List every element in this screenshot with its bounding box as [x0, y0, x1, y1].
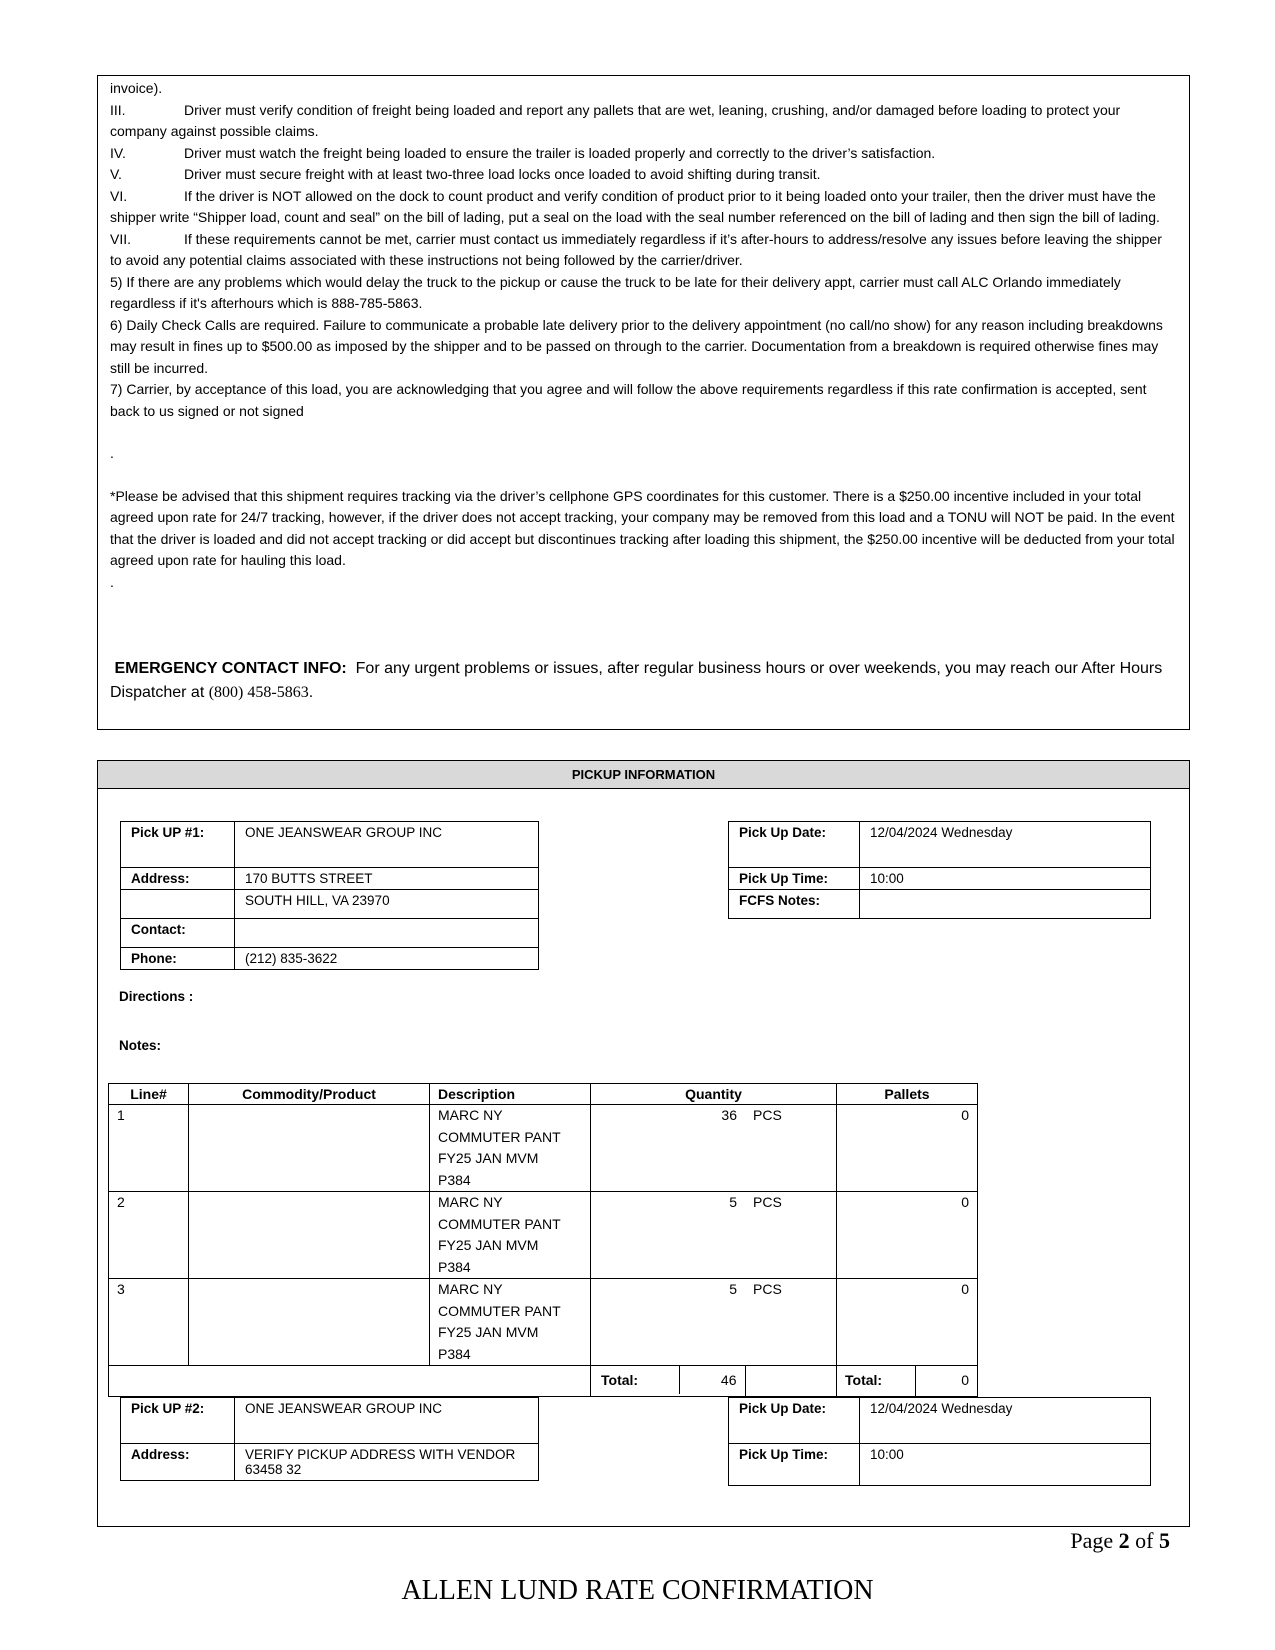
total-unit-cell: [745, 1366, 837, 1397]
pickup-time-value: 10:00: [860, 1444, 1151, 1486]
terms-item-7: 7) Carrier, by acceptance of this load, you are acknowledging that you agree and will follow the above requirements regardless if this rate confirmation is accepted, sent back to us signed or not signed: [110, 381, 1147, 419]
desc-line: P384: [438, 1345, 471, 1362]
cell-unit: PCS: [745, 1105, 837, 1192]
desc-line: P384: [438, 1258, 471, 1275]
terms-line-invoice: invoice).: [110, 80, 163, 96]
terms-item-vi: [110, 186, 1177, 229]
pickup-2-value: ONE JEANSWEAR GROUP INC: [235, 1398, 539, 1444]
cell-unit: PCS: [745, 1192, 837, 1279]
pickup-date-value: 12/04/2024 Wednesday: [860, 822, 1151, 868]
tracking-notice: *Please be advised that this shipment requires tracking via the driver’s cellphone GPS coordinates for this customer. There is a $250.00 incentive included in your total agreed upon rate for 24/7 tracking, however, if the driver does not accept tracking, your company may be removed from this load and a TONU will NOT be paid. In the event that the driver is loaded and did not accept tracking or did accept but discontinues tracking after loading this shipment, the $250.00 incentive will be deducted from your total agreed upon rate for hauling this load.: [110, 487, 1175, 568]
address-value: [235, 1444, 539, 1481]
contact-value: [235, 919, 539, 948]
terms-item-vii: [110, 229, 1177, 272]
cell-pallets: 0: [837, 1192, 978, 1279]
roman-numeral: III.: [110, 101, 126, 118]
desc-line: FY25 JAN MVM: [438, 1237, 539, 1253]
terms-section: [97, 75, 1190, 730]
col-quantity: Quantity: [591, 1084, 837, 1105]
cell-description: [430, 1192, 591, 1279]
pickup-2-table: [120, 1397, 539, 1481]
pallets-total: 0: [915, 1366, 977, 1397]
notes-label: Notes:: [119, 1038, 162, 1053]
terms-item-5: 5) If there are any problems which would delay the truck to the pickup or cause the truck to be late for their delivery appt, carrier must call ALC Orlando immediately regardless if it's afterhours which is 888-785-5863.: [110, 273, 1121, 311]
terms-item-iv: [110, 143, 1177, 165]
col-description: Description: [430, 1084, 591, 1105]
document-title: ALLEN LUND RATE CONFIRMATION: [401, 1575, 874, 1606]
page-number: [1070, 1528, 1170, 1554]
page-total: 5: [1159, 1528, 1170, 1553]
table-row: [109, 1192, 978, 1279]
terms-text: If these requirements cannot be met, carrier must contact us immediately regardless if it’s after-hours to address/resolve any issues before leaving the shipper to avoid any potential claims associated with these instructions not being followed by the carrier/driver.: [110, 230, 1162, 268]
cell-qty: 5: [591, 1279, 746, 1366]
total-qty-cell: [591, 1366, 746, 1397]
desc-line: P384: [438, 1171, 471, 1188]
address-line2: SOUTH HILL, VA 23970: [235, 890, 539, 919]
desc-line: COMMUTER PANT: [438, 1128, 561, 1145]
pickup-1-table: [120, 821, 539, 970]
cell-line: 2: [109, 1192, 189, 1279]
address-label: Address:: [121, 868, 235, 890]
contact-label: Contact:: [121, 919, 235, 948]
roman-numeral: V.: [110, 166, 122, 182]
fcfs-notes-label: FCFS Notes:: [729, 890, 860, 919]
pickup-header: PICKUP INFORMATION: [98, 761, 1189, 789]
desc-line: FY25 JAN MVM: [438, 1324, 539, 1340]
col-line: Line#: [109, 1084, 189, 1105]
cell-line: 3: [109, 1279, 189, 1366]
pickup-date-value: 12/04/2024 Wednesday: [860, 1398, 1151, 1444]
fcfs-notes-value: [860, 890, 1151, 919]
cell-qty: 36: [591, 1105, 746, 1192]
emergency-label: EMERGENCY CONTACT INFO:: [114, 660, 347, 677]
address-line2: 63458 32: [245, 1462, 302, 1477]
page-of: of: [1129, 1528, 1159, 1553]
cell-commodity: [189, 1105, 430, 1192]
address-label-empty: [121, 890, 235, 919]
pickup-date-label: Pick Up Date:: [729, 822, 860, 868]
total-spacer: [109, 1366, 591, 1397]
col-commodity: Commodity/Product: [189, 1084, 430, 1105]
pickup-1-schedule-table: [728, 821, 1151, 919]
address-line1: 170 BUTTS STREET: [235, 868, 539, 890]
commodity-table: [108, 1083, 978, 1397]
desc-line: MARC NY: [438, 1281, 503, 1297]
table-header-row: [109, 1084, 978, 1105]
terms-item-6: 6) Daily Check Calls are required. Failure to communicate a probable late delivery prior to the delivery appointment (no call/no show) for any reason including breakdowns may result in fines up to $500.00 as imposed by the shipper and to be passed on through to the carrier. Documentation from a breakdown is required otherwise fines may still be incurred.: [110, 316, 1163, 376]
roman-numeral: IV.: [110, 144, 126, 161]
pickup-time-value: 10:00: [860, 868, 1151, 890]
cell-line: 1: [109, 1105, 189, 1192]
cell-unit: PCS: [745, 1279, 837, 1366]
pickup-2-schedule-table: [728, 1397, 1151, 1486]
total-label: Total:: [591, 1366, 680, 1394]
pickup-1-value: ONE JEANSWEAR GROUP INC: [235, 822, 539, 868]
pickup-time-label: Pick Up Time:: [729, 1444, 860, 1486]
terms-dot: .: [110, 573, 114, 590]
cell-commodity: [189, 1279, 430, 1366]
terms-item-iii: [110, 100, 1177, 143]
roman-numeral: VII.: [110, 230, 132, 247]
desc-line: MARC NY: [438, 1194, 503, 1210]
pickup-time-label: Pick Up Time:: [729, 868, 860, 890]
address-label: Address:: [121, 1444, 235, 1481]
phone-value: (212) 835-3622: [235, 948, 539, 970]
terms-text: Driver must secure freight with at least two-three load locks once loaded to avoid shifting during transit.: [184, 166, 821, 182]
table-total-row: [109, 1366, 978, 1397]
desc-line: COMMUTER PANT: [438, 1302, 561, 1319]
directions-label: Directions :: [119, 989, 194, 1004]
page-prefix: Page: [1070, 1528, 1119, 1553]
phone-label: Phone:: [121, 948, 235, 970]
terms-dot: .: [110, 445, 114, 461]
desc-line: COMMUTER PANT: [438, 1215, 561, 1232]
table-row: [109, 1105, 978, 1192]
emergency-end: .: [308, 684, 314, 701]
cell-commodity: [189, 1192, 430, 1279]
cell-pallets: 0: [837, 1279, 978, 1366]
pickup-section: [97, 760, 1190, 1527]
emergency-text: For any urgent problems or issues, after regular business hours or over weekends, you may reach our After Hours Dispatcher at: [110, 660, 1163, 701]
terms-item-v: [110, 164, 1177, 186]
pickup-1-label: Pick UP #1:: [121, 822, 235, 868]
cell-pallets: 0: [837, 1105, 978, 1192]
terms-text: If the driver is NOT allowed on the dock to count product and verify condition of product prior to it being loaded onto your trailer, then the driver must have the shipper write “Shipper load, count and seal” on the bill of lading, put a seal on the load with the seal number referenced on the bill of lading and then sign the bill of lading.: [110, 187, 1160, 225]
desc-line: FY25 JAN MVM: [438, 1150, 539, 1166]
table-row: [109, 1279, 978, 1366]
page-current: 2: [1118, 1528, 1130, 1553]
cell-description: [430, 1105, 591, 1192]
pickup-2-label: Pick UP #2:: [121, 1398, 235, 1444]
pallets-total-label: Total:: [837, 1366, 916, 1397]
pickup-date-label: Pick Up Date:: [729, 1398, 860, 1444]
cell-qty: 5: [591, 1192, 746, 1279]
cell-description: [430, 1279, 591, 1366]
total-qty: 46: [720, 1372, 737, 1388]
terms-text: Driver must verify condition of freight being loaded and report any pallets that are wet, leaning, crushing, and/or damaged before loading to protect your company against possible claims.: [110, 101, 1121, 139]
desc-line: MARC NY: [438, 1107, 503, 1123]
roman-numeral: VI.: [110, 187, 128, 204]
emergency-phone: (800) 458-5863: [208, 684, 309, 701]
emergency-contact: [110, 657, 1177, 705]
address-line1: VERIFY PICKUP ADDRESS WITH VENDOR: [245, 1447, 516, 1462]
terms-text: Driver must watch the freight being loaded to ensure the trailer is loaded properly and correctly to the driver’s satisfaction.: [184, 144, 936, 161]
col-pallets: Pallets: [837, 1084, 978, 1105]
